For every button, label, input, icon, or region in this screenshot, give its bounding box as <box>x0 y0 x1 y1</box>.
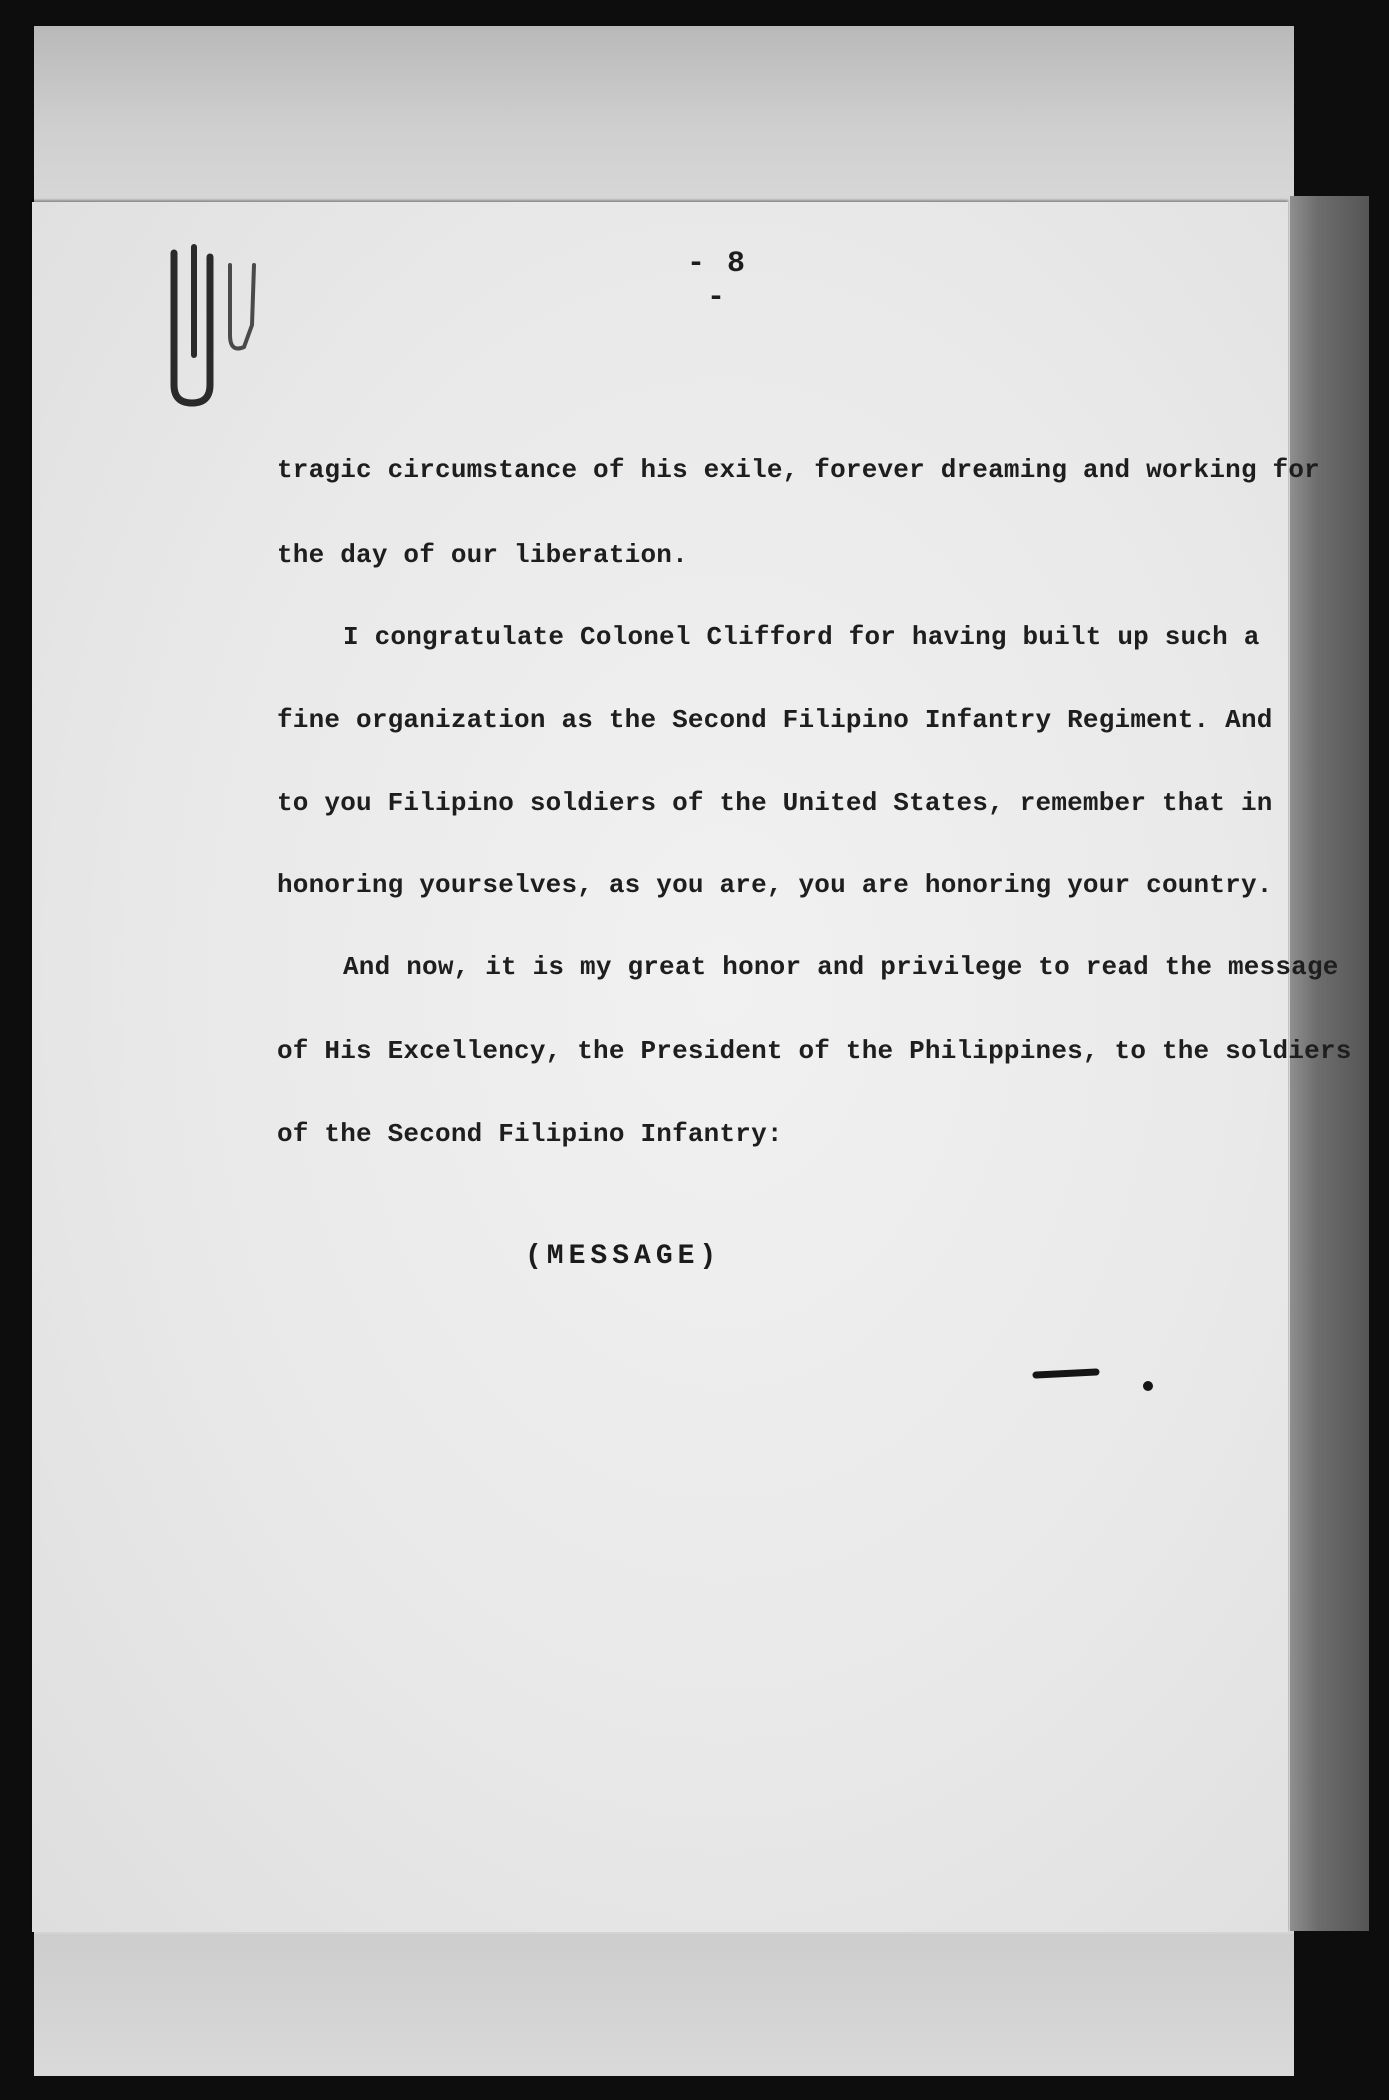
paper-clip-icon <box>160 235 270 410</box>
body-line: I congratulate Colonel Clifford for having built up such a <box>343 622 1260 652</box>
body-line: tragic circumstance of his exile, forever dreaming and working for <box>277 455 1320 485</box>
pen-mark-icon <box>1030 1360 1160 1400</box>
body-line: of the Second Filipino Infantry: <box>277 1119 783 1149</box>
body-line: of His Excellency, the President of the Philippines, to the soldiers <box>277 1036 1352 1066</box>
message-label: (MESSAGE) <box>525 1241 722 1272</box>
bottom-sheet-strip <box>34 1934 1294 2076</box>
body-line: And now, it is my great honor and privilege to read the message <box>343 952 1339 982</box>
body-line: honoring yourselves, as you are, you are honoring your country. <box>277 870 1273 900</box>
body-line: fine organization as the Second Filipino Infantry Regiment. And <box>277 705 1273 735</box>
body-line: to you Filipino soldiers of the United States, remember that in <box>277 788 1273 818</box>
page-number: - 8 - <box>686 247 747 315</box>
body-line: the day of our liberation. <box>277 540 688 570</box>
